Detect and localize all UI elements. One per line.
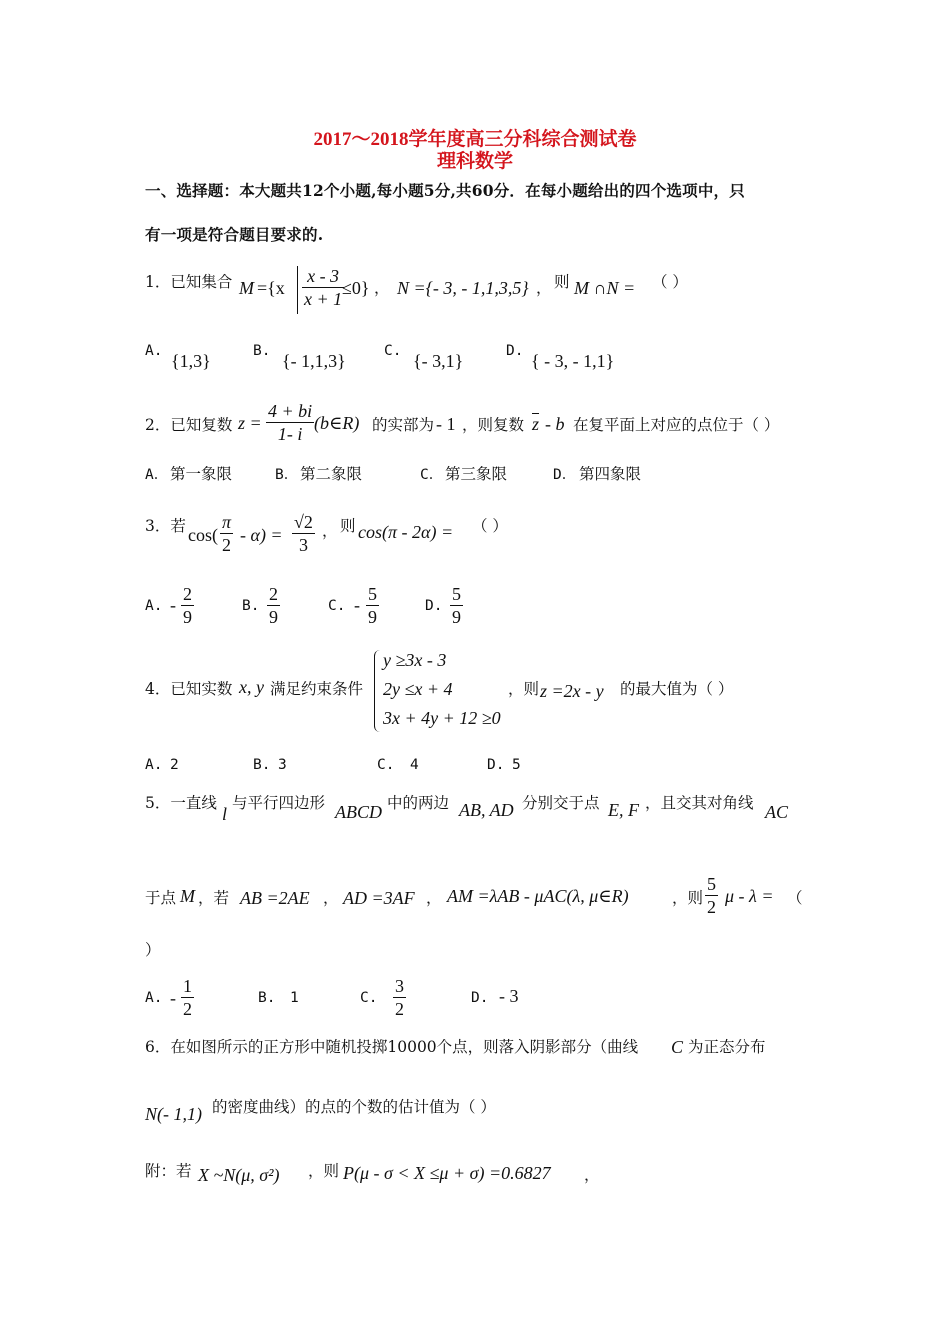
q3-sqrt2: √2 (294, 512, 313, 532)
q6-prob: P(μ - σ < X ≤μ + σ) =0.6827 (343, 1163, 551, 1183)
q3-minus-alpha: - α) = (240, 525, 283, 545)
q3-option-b-num: 2 (269, 584, 278, 604)
q2-option-a-label: A． (145, 467, 169, 483)
q6-normal-dist: N(- 1,1) (145, 1104, 202, 1124)
q2-option-c-label: C． (420, 467, 444, 483)
q4-text1: 满足约束条件 (270, 680, 364, 698)
q3-fraction-sqrt (292, 511, 315, 556)
q5-eq3: AM =λAB - μAC(λ, μ∈R) (447, 886, 629, 906)
q5-t3: 分别交于点 (522, 794, 600, 812)
exam-subtitle: 理科数学 (436, 151, 513, 172)
q3-option-a-num: 2 (183, 584, 192, 604)
q2-text2: ，则复数 (462, 416, 525, 434)
q4-text2: 的最大值为（ ） (620, 680, 734, 698)
q2-option-b: 第二象限 (300, 465, 363, 483)
q5-eq2: AD =3AF (343, 888, 415, 908)
q5-c1: ， (323, 889, 339, 907)
q5-option-a-frac (181, 975, 194, 1020)
q4-vars: x, y (239, 677, 264, 697)
q5-option-c-frac (393, 975, 406, 1020)
q5-option-d-label: D. (471, 990, 489, 1006)
q3-option-a-frac (181, 583, 194, 628)
q4-option-b: 3 (278, 757, 287, 773)
q1-ze: 则 (554, 273, 570, 291)
q5-ef: E, F (608, 800, 639, 820)
q1-option-b-label: B. (253, 343, 271, 359)
q3-three: 3 (298, 535, 308, 555)
q4-option-a: 2 (170, 757, 179, 773)
q3-option-d-label: D. (425, 598, 443, 614)
section-header-line2: 有一项是符合题目要求的. (145, 225, 324, 244)
q1-set-m: M (239, 278, 254, 298)
q5-option-c-num: 3 (395, 976, 404, 996)
q2-option-d: 第四象限 (579, 465, 642, 483)
q1-le0: ≤0} (342, 278, 370, 298)
q3-option-b-label: B. (242, 598, 260, 614)
q4-option-d: 5 (512, 757, 521, 773)
q1-fraction (302, 265, 344, 310)
q5-t5: 于点 (145, 889, 177, 907)
q3-option-b-frac (267, 583, 280, 628)
q3-option-c-label: C. (328, 598, 346, 614)
q1-set-n: N ={- 3, - 1,1,3,5} (397, 278, 529, 298)
q2-fraction (266, 400, 314, 445)
q5-frac-5-2 (705, 873, 718, 918)
q4-constraint-2: 2y ≤x + 4 (383, 679, 453, 699)
q3-expr: cos(π - 2α) = (358, 522, 454, 542)
q6-line1a: 6．在如图所示的正方形中随机投掷10000个点，则落入阴影部分（曲线 (145, 1038, 639, 1056)
q2-text1: 的实部为 (372, 416, 435, 434)
q4-prefix: 4．已知实数 (145, 680, 233, 698)
q2-cond: (b∈R) (314, 413, 360, 433)
q3-fraction-pi-2 (220, 511, 233, 556)
q5-line-l: l (222, 804, 228, 824)
q3-option-a-label: A. (145, 598, 163, 614)
q5-frac-num: 5 (707, 874, 716, 894)
q2-frac-num: 4 + bi (268, 401, 313, 421)
q2-minus-b: - b (545, 414, 565, 434)
q3-option-c-num: 5 (368, 584, 377, 604)
q3-option-c-frac (366, 583, 379, 628)
q4-option-c: 4 (410, 757, 419, 773)
q5-option-a-sign: - (170, 988, 176, 1008)
q5-m: M (180, 886, 195, 906)
q4-option-c-label: C. (377, 757, 395, 773)
q2-minus1: - 1 (436, 414, 456, 434)
q3-option-a-sign: - (170, 595, 176, 615)
q6-note-a: 附：若 (145, 1162, 192, 1180)
q5-option-b-label: B. (258, 990, 276, 1006)
q6-note-b: ，则 (308, 1162, 340, 1180)
q1-result: M ∩N = (574, 278, 636, 298)
q1-frac-num: x - 3 (302, 265, 344, 288)
q4-brace (374, 650, 381, 732)
q1-option-d-label: D. (506, 343, 524, 359)
q5-t7: ，则 (672, 889, 704, 907)
q3-cos-open: cos( (188, 525, 218, 545)
q5-t6: ，若 (198, 889, 230, 907)
q4-option-d-label: D. (487, 757, 505, 773)
q1-frac-den: x + 1 (304, 289, 343, 309)
q4-comma: ，则 (508, 680, 540, 698)
q5-option-d: - 3 (499, 986, 519, 1006)
q3-option-d-frac (450, 583, 463, 628)
q1-set-bar (297, 266, 298, 314)
q5-ac: AC (765, 802, 789, 822)
q2-z-eq: z = (238, 413, 262, 433)
q3-option-c-den: 9 (368, 607, 377, 627)
q1-option-b: {- 1,1,3} (282, 351, 346, 371)
q4-objective: z =2x - y (540, 681, 604, 701)
q5-option-c-den: 2 (395, 999, 404, 1019)
q6-dist: X ~N(μ, σ²) (198, 1165, 280, 1185)
q4-constraint-1: y ≥3x - 3 (383, 650, 447, 670)
q5-option-a-den: 2 (183, 999, 192, 1019)
q3-ze: 则 (340, 517, 356, 535)
q1-prefix: 1．已知集合 (145, 273, 233, 291)
q3-paren: （ ） (472, 517, 508, 535)
q3-prefix: 3．若 (145, 517, 186, 535)
q1-option-c: {- 3,1} (413, 351, 464, 371)
q1-option-c-label: C. (384, 343, 402, 359)
q1-option-d: { - 3, - 1,1} (531, 351, 615, 371)
q5-option-a-label: A. (145, 990, 163, 1006)
q5-abcd: ABCD (335, 802, 382, 822)
q1-eq-open: ={x (257, 278, 285, 298)
q3-option-c-sign: - (354, 595, 360, 615)
q3-pi: π (222, 512, 232, 532)
q3-option-a-den: 9 (183, 607, 192, 627)
q5-c2: ， (426, 889, 442, 907)
q2-option-d-label: D． (553, 467, 577, 483)
q1-comma1: ， (374, 279, 390, 297)
q5-prefix: 5．一直线 (145, 794, 217, 812)
q4-constraint-3: 3x + 4y + 12 ≥0 (383, 708, 501, 728)
q5-paren-open: （ (787, 889, 803, 907)
q5-t2: 中的两边 (387, 794, 450, 812)
q2-option-b-label: B． (275, 467, 299, 483)
q5-option-c-label: C. (360, 990, 378, 1006)
q5-eq1: AB =2AE (240, 888, 310, 908)
q6-tail: ， (584, 1166, 600, 1184)
q5-t1: 与平行四边形 (232, 794, 326, 812)
section-header-line1: 一、选择题：本大题共12个小题,每小题5分,共60分．在每小题给出的四个选项中，只 (145, 181, 745, 200)
q6-curve-c: C (671, 1037, 684, 1057)
q5-eq4: μ - λ = (725, 886, 774, 906)
q3-comma: ， (322, 522, 338, 540)
q6-line2: 的密度曲线）的点的个数的估计值为（ ） (212, 1098, 496, 1116)
q2-frac-den: 1- i (277, 424, 303, 444)
q6-line1b: 为正态分布 (688, 1038, 766, 1056)
q3-option-d-num: 5 (452, 584, 461, 604)
q4-option-a-label: A. (145, 757, 163, 773)
q1-paren: （ ） (652, 273, 688, 291)
q3-option-b-den: 9 (269, 607, 278, 627)
q5-paren-close: ） (145, 941, 161, 959)
exam-title: 2017～2018学年度高三分科综合测试卷 (313, 129, 637, 150)
q1-option-a-label: A. (145, 343, 163, 359)
q3-two: 2 (222, 535, 232, 555)
q2-text3: 在复平面上对应的点位于（ ） (573, 416, 780, 434)
q4-option-b-label: B. (253, 757, 271, 773)
q2-option-a: 第一象限 (170, 465, 233, 483)
q5-option-a-num: 1 (183, 976, 192, 996)
q3-option-d-den: 9 (452, 607, 461, 627)
q5-frac-den: 2 (707, 897, 716, 917)
q2-zbar: $\overline{z}$ (532, 414, 540, 434)
q2-option-c: 第三象限 (445, 465, 508, 483)
q1-comma2: ， (536, 279, 552, 297)
q5-t4: ，且交其对角线 (645, 794, 754, 812)
q5-ab-ad: AB, AD (459, 800, 514, 820)
q1-option-a: {1,3} (171, 351, 211, 371)
q2-prefix: 2．已知复数 (145, 416, 233, 434)
q5-option-b: 1 (290, 990, 299, 1006)
